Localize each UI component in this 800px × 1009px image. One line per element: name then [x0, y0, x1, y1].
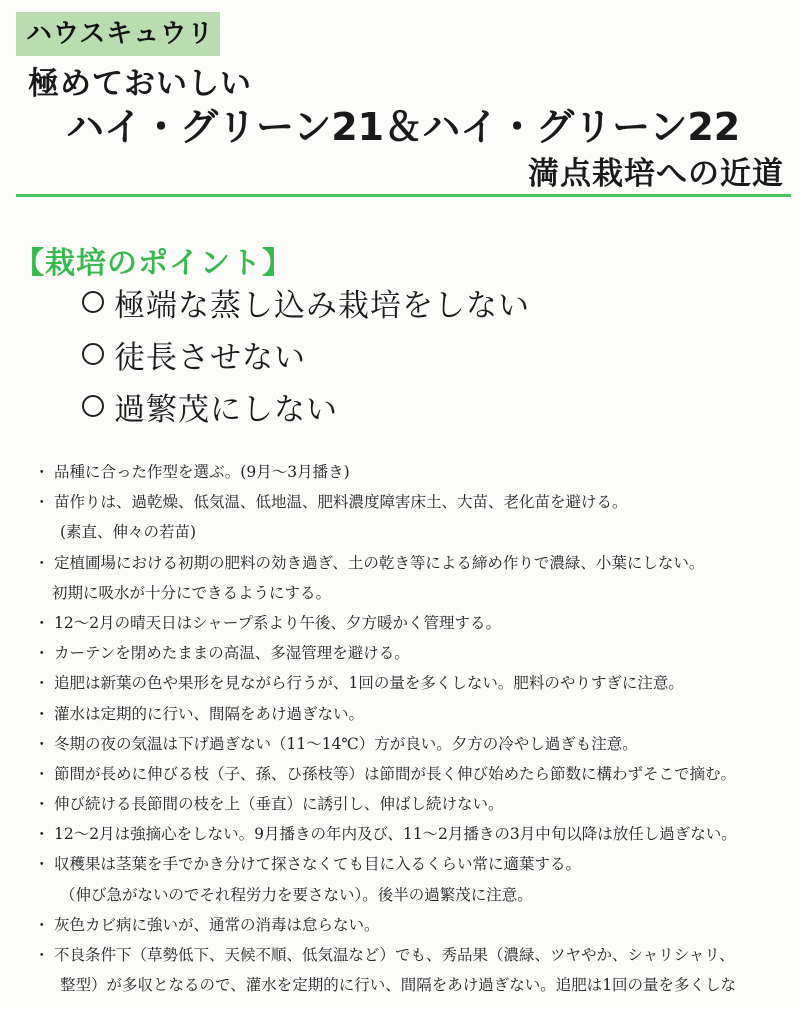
note-text: 12～2月は強摘心をしない。9月播きの年内及び、11～2月播きの3月中旬以降は放任し過ぎない。 — [54, 825, 737, 844]
note-line — [34, 789, 737, 819]
note-line — [34, 608, 737, 638]
note-line — [34, 849, 737, 879]
circle-icon — [82, 343, 104, 365]
note-line — [34, 668, 737, 698]
key-point — [82, 282, 530, 334]
note-line — [34, 970, 737, 1000]
category-tag: ハウスキュウリ — [16, 12, 220, 56]
note-bullet: ・ — [34, 704, 50, 723]
section-heading: 【栽培のポイント】 — [14, 246, 293, 281]
note-bullet: ・ — [34, 825, 50, 844]
note-text: 冬期の夜の気温は下げ過ぎない（11～14℃）方が良い。夕方の冷やし過ぎも注意。 — [54, 734, 638, 753]
note-line — [34, 457, 737, 487]
note-bullet: ・ — [34, 613, 50, 632]
note-line — [34, 819, 737, 849]
note-line — [34, 940, 737, 970]
note-text: （伸び急がないのでそれ程労力を要さない）。後半の過繁茂に注意。 — [60, 885, 533, 904]
note-line — [34, 880, 737, 910]
key-point-text: 過繁茂にしない — [114, 392, 338, 428]
note-line — [34, 517, 737, 547]
note-line — [34, 699, 737, 729]
note-text: 12～2月の晴天日はシャープ系より午後、夕方暖かく管理する。 — [54, 613, 502, 632]
note-bullet: ・ — [34, 493, 50, 512]
title-line-1: 極めておいしい — [28, 66, 252, 102]
note-line — [34, 729, 737, 759]
note-line — [34, 910, 737, 940]
note-bullet: ・ — [34, 644, 50, 663]
note-bullet: ・ — [34, 795, 50, 814]
note-text: 伸び続ける長節間の枝を上（垂直）に誘引し、伸ばし続けない。 — [54, 795, 504, 814]
note-line — [34, 638, 737, 668]
key-point — [82, 334, 530, 386]
note-text: 節間が長めに伸びる枝（子、孫、ひ孫枝等）は節間が長く伸び始めたら節数に構わずそこで摘む。 — [54, 764, 737, 783]
note-text: 追肥は新葉の色や果形を見ながら行うが、1回の量を多くしない。肥料のやりすぎに注意。 — [54, 674, 684, 693]
note-bullet: ・ — [34, 463, 50, 481]
key-point-text: 徒長させない — [114, 340, 306, 376]
note-bullet: ・ — [34, 553, 50, 572]
key-points-list — [82, 282, 530, 438]
key-point — [82, 386, 530, 438]
note-text: (素直、伸々の若苗) — [60, 523, 197, 542]
note-bullet: ・ — [34, 946, 50, 964]
title-line-3: 満点栽培への近道 — [528, 156, 784, 192]
cultivation-notes-list — [34, 457, 737, 1000]
header-divider — [16, 194, 791, 197]
key-point-text: 極端な蒸し込み栽培をしない — [114, 288, 530, 324]
note-bullet: ・ — [34, 734, 50, 753]
note-line — [34, 548, 737, 578]
note-text: 収穫果は茎葉を手でかき分けて探さなくても目に入るくらい常に適葉する。 — [54, 855, 582, 874]
note-bullet: ・ — [34, 764, 50, 783]
note-line — [34, 578, 737, 608]
title-line-2: ハイ・グリーン21＆ハイ・グリーン22 — [66, 105, 741, 149]
note-text: 整型）が多収となるので、灌水を定期的に行い、間隔をあけ過ぎない。追肥は1回の量を多くしな — [60, 976, 737, 995]
note-line — [34, 759, 737, 789]
note-bullet: ・ — [34, 674, 50, 693]
note-bullet: ・ — [34, 915, 50, 934]
note-text: 品種に合った作型を選ぶ。(9月～3月播き) — [54, 463, 350, 481]
circle-icon — [82, 291, 104, 313]
note-text: 定植圃場における初期の肥料の効き過ぎ、土の乾き等による締め作りで濃緑、小葉にしない。 — [54, 553, 705, 572]
note-bullet: ・ — [34, 855, 50, 874]
note-text: 灰色カビ病に強いが、通常の消毒は怠らない。 — [54, 915, 380, 934]
note-line — [34, 487, 737, 517]
note-text: 灌水は定期的に行い、間隔をあけ過ぎない。 — [54, 704, 365, 723]
note-text: カーテンを閉めたままの高温、多湿管理を避ける。 — [54, 644, 410, 663]
note-text: 不良条件下（草勢低下、天候不順、低気温など）でも、秀品果（濃緑、ツヤやか、シャリシャリ、 — [54, 946, 735, 964]
note-text: 初期に吸水が十分にできるようにする。 — [52, 583, 332, 602]
circle-icon — [82, 395, 104, 417]
note-text: 苗作りは、過乾燥、低気温、低地温、肥料濃度障害床土、大苗、老化苗を避ける。 — [54, 493, 628, 512]
